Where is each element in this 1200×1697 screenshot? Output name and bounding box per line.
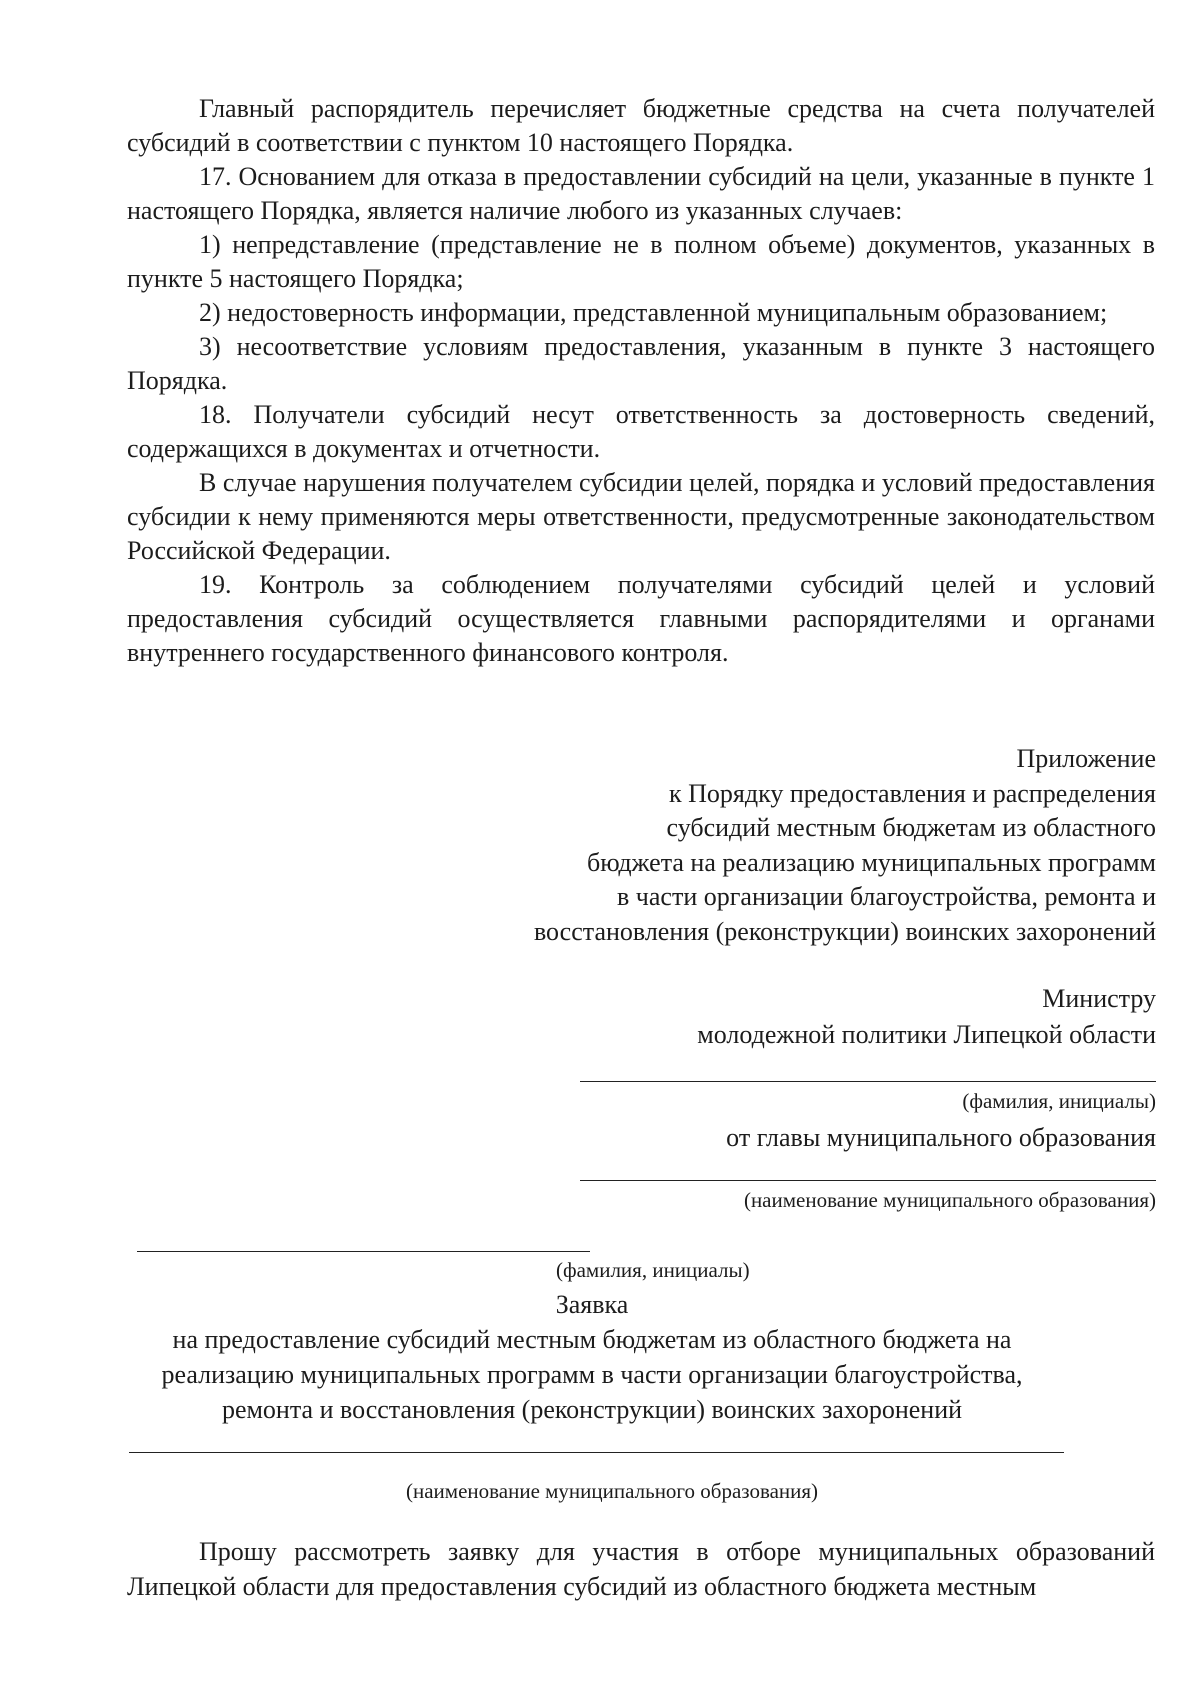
paragraph-17-item-3: 3) несоответствие условиям предоставления, указанным в пункте 3 настоящего Порядка. bbox=[127, 332, 1155, 395]
application-title: Заявка bbox=[555, 1290, 629, 1319]
appendix-line: к Порядку предоставления и распределения bbox=[668, 778, 1156, 808]
appendix-heading: Приложение bbox=[1016, 744, 1156, 773]
application-subtitle-line: ремонта и восстановления (реконструкции) воинских захоронений bbox=[221, 1395, 963, 1424]
minister-name-caption: (фамилия, инициалы) bbox=[962, 1089, 1156, 1113]
municipality-caption: (наименование муниципального образования) bbox=[743, 1188, 1156, 1212]
from-head-label: от главы муниципального образования bbox=[726, 1123, 1156, 1152]
appendix-line: бюджета на реализацию муниципальных программ bbox=[586, 847, 1156, 877]
applicant-municipality-field-line bbox=[129, 1452, 1064, 1453]
paragraph-17-item-2: 2) недостоверность информации, представленной муниципальным образованием; bbox=[199, 298, 1108, 327]
paragraph-17: 17. Основанием для отказа в предоставлении субсидий на цели, указанные в пункте 1 настоящего Порядка, является наличие любого из указанных случаев: bbox=[127, 162, 1155, 225]
paragraph-transfer: Главный распорядитель перечисляет бюджетные средства на счета получателей субсидий в соответствии с пунктом 10 настоящего Порядка. bbox=[127, 94, 1155, 157]
appendix-line: восстановления (реконструкции) воинских захоронений bbox=[533, 916, 1156, 946]
addressee-minister: Министру bbox=[1042, 984, 1156, 1013]
addressee-block bbox=[396, 981, 1156, 1053]
appendix-line: в части организации благоустройства, ремонта и bbox=[617, 882, 1156, 911]
minister-name-field-line bbox=[580, 1081, 1156, 1082]
request-text: Прошу рассмотреть заявку для участия в отборе муниципальных образований Липецкой области для предоставления субсидий из областного бюджета местным bbox=[127, 1537, 1155, 1601]
paragraph-19: 19. Контроль за соблюдением получателями субсидий целей и условий предоставления субсидий осуществляется главными распорядителями и органами внутреннего государственного финансового контроля. bbox=[127, 570, 1155, 667]
procedure-text bbox=[127, 92, 1155, 670]
paragraph-18-violation: В случае нарушения получателем субсидии целей, порядка и условий предоставления субсидии к нему применяются меры ответственности, предусмотренные законодательством Российской Федерации. bbox=[127, 468, 1155, 565]
head-name-caption: (фамилия, инициалы) bbox=[556, 1258, 750, 1282]
application-subtitle-line: реализацию муниципальных программ в части организации благоустройства, bbox=[161, 1360, 1023, 1389]
addressee-ministry: молодежной политики Липецкой области bbox=[697, 1020, 1156, 1049]
applicant-municipality-caption: (наименование муниципального образования) bbox=[406, 1479, 819, 1503]
paragraph-18: 18. Получатели субсидий несут ответственность за достоверность сведений, содержащихся в документах и отчетности. bbox=[127, 400, 1155, 463]
appendix-line: субсидий местным бюджетам из областного bbox=[666, 813, 1156, 842]
appendix-header bbox=[396, 742, 1156, 949]
application-subtitle-line: на предоставление субсидий местным бюджетам из областного бюджета на bbox=[172, 1325, 1012, 1354]
application-heading bbox=[127, 1287, 1057, 1427]
municipality-field-line bbox=[580, 1180, 1156, 1181]
head-name-field-line bbox=[137, 1251, 590, 1252]
paragraph-17-item-1: 1) непредставление (представление не в полном объеме) документов, указанных в пункте 5 настоящего Порядка; bbox=[127, 230, 1155, 293]
request-paragraph bbox=[127, 1534, 1155, 1604]
